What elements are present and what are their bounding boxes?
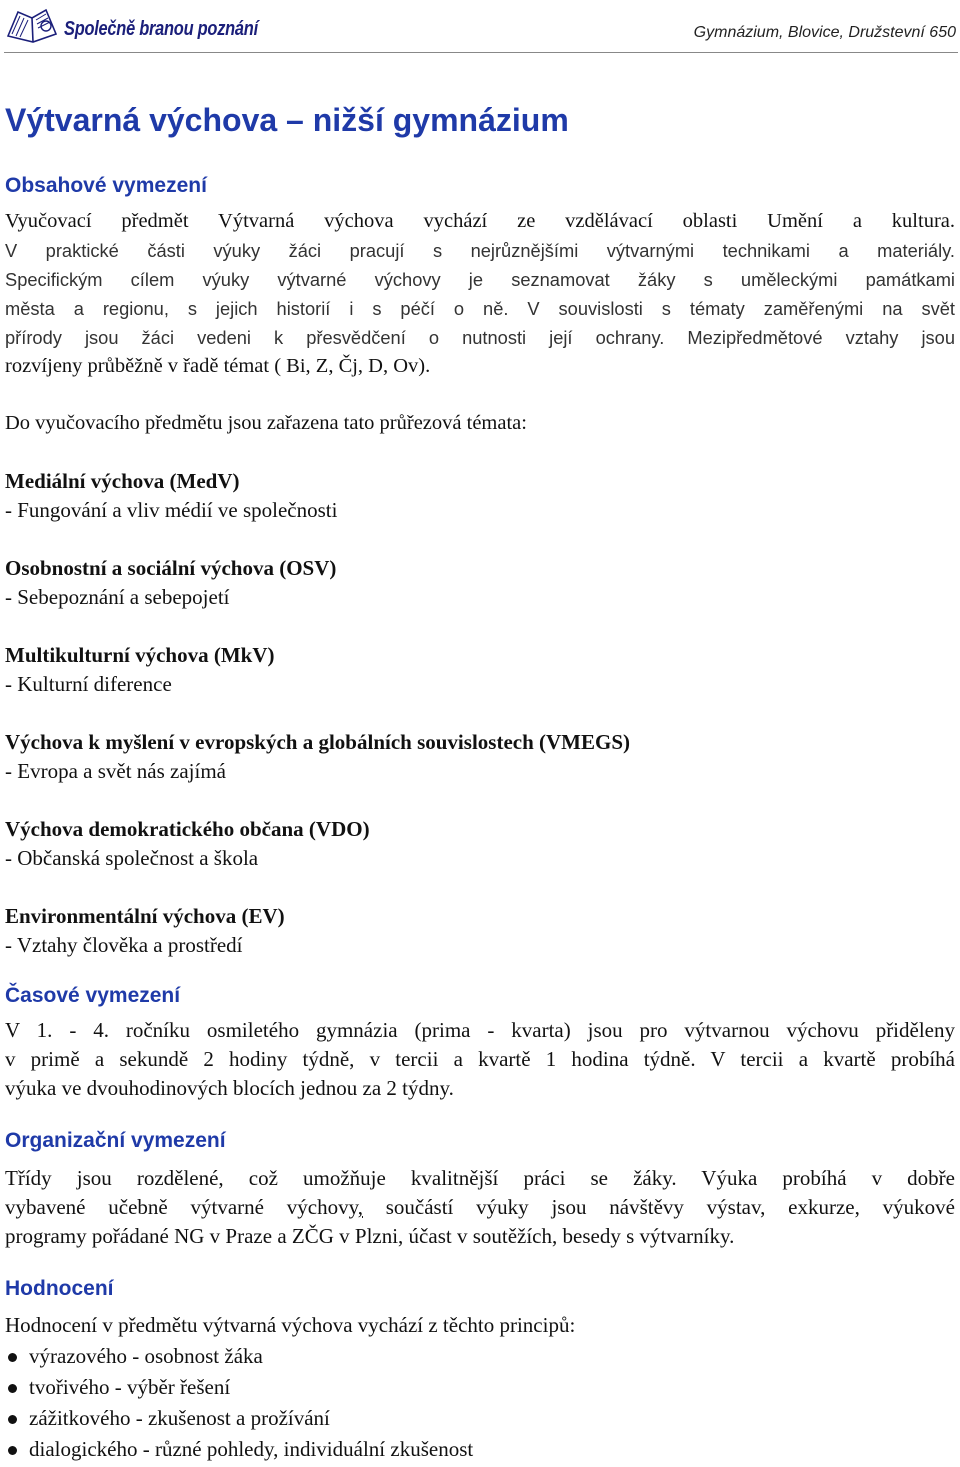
content-line: přírody jsou žáci vedeni k přesvědčení o nutnosti její ochrany. Mezipředmětové vztahy jsou xyxy=(5,327,955,348)
content-line: Specifickým cílem výuky výtvarné výchovy je seznamovat žáky s uměleckými památkami xyxy=(5,269,955,290)
time-line: V 1. - 4. ročníku osmiletého gymnázia (prima - kvarta) jsou pro výtvarnou výchovu přiděleny xyxy=(5,1018,955,1042)
content-line: rozvíjeny průběžně v řadě témat ( Bi, Z, Čj, D, Ov). xyxy=(5,355,431,377)
topic-name: Mediální výchova (MedV) xyxy=(5,469,240,493)
content-heading: Obsahové vymezení xyxy=(5,174,207,197)
document-body xyxy=(5,100,955,1465)
org-line xyxy=(5,1193,955,1222)
topic-name: Výchova demokratického občana (VDO) xyxy=(5,817,370,841)
time-heading: Časové vymezení xyxy=(5,984,181,1007)
org-line: programy pořádané NG v Praze a ZČG v Plzni, účast v soutěžích, besedy s výtvarníky. xyxy=(5,1224,735,1248)
list-item: výrazového - osobnost žáka xyxy=(5,1341,955,1372)
time-paragraph xyxy=(5,1016,955,1103)
page-title: Výtvarná výchova – nižší gymnázium xyxy=(5,102,569,138)
content-line: města a regionu, s jejich historií i s péčí o ně. V souvislosti s tématy zaměřenými na svět xyxy=(5,298,955,319)
cross-topics-intro: Do vyučovacího předmětu jsou zařazena tato průřezová témata: xyxy=(5,412,527,434)
cross-topic xyxy=(5,641,955,699)
org-paragraph xyxy=(5,1164,955,1251)
cross-topic xyxy=(5,554,955,612)
content-line: Vyučovací předmět Výtvarná výchova vychází ze vzdělávací oblasti Umění a kultura. xyxy=(5,210,955,232)
eval-heading: Hodnocení xyxy=(5,1277,114,1300)
open-book-logo-icon xyxy=(6,6,58,46)
cross-topic xyxy=(5,815,955,873)
eval-principles-list xyxy=(5,1341,955,1465)
list-item: dialogického - různé pohledy, individuální zkušenost xyxy=(5,1434,955,1465)
topic-item: - Sebepoznání a sebepojetí xyxy=(5,585,230,609)
org-text: vybavené učebně výtvarné výchovy xyxy=(5,1195,358,1219)
topic-name: Osobnostní a sociální výchova (OSV) xyxy=(5,556,337,580)
topic-name: Environmentální výchova (EV) xyxy=(5,904,285,928)
time-line: výuka ve dvouhodinových blocích jednou za 2 týdny. xyxy=(5,1076,454,1100)
list-item: tvořivého - výběr řešení xyxy=(5,1372,955,1403)
topic-item: - Vztahy člověka a prostředí xyxy=(5,933,243,957)
org-line: Třídy jsou rozdělené, což umožňuje kvalitnější práci se žáky. Výuka probíhá v dobře xyxy=(5,1166,955,1190)
cross-topic xyxy=(5,902,955,960)
cross-topic xyxy=(5,467,955,525)
content-paragraph xyxy=(5,207,955,381)
topic-name: Multikulturní výchova (MkV) xyxy=(5,643,275,667)
header-divider xyxy=(4,52,958,53)
list-item: zážitkového - zkušenost a prožívání xyxy=(5,1403,955,1434)
logo-text: Společně branou poznání xyxy=(64,18,258,40)
cross-topic xyxy=(5,728,955,786)
topic-item: - Občanská společnost a škola xyxy=(5,846,259,870)
org-text: součástí výuky jsou návštěvy výstav, exkurze, výukové xyxy=(362,1195,955,1219)
school-address: Gymnázium, Blovice, Družstevní 650 xyxy=(693,24,956,41)
content-line: V praktické části výuky žáci pracují s nejrůznějšími výtvarnými technikami a materiály. xyxy=(5,240,955,261)
topic-item: - Kulturní diference xyxy=(5,672,172,696)
page-header xyxy=(0,0,960,66)
time-line: v primě a sekundě 2 hodiny týdně, v tercii a kvartě 1 hodina týdně. V tercii a kvartě probíhá xyxy=(5,1047,955,1071)
eval-intro: Hodnocení v předmětu výtvarná výchova vychází z těchto principů: xyxy=(5,1313,576,1337)
topic-item: - Fungování a vliv médií ve společnosti xyxy=(5,498,338,522)
org-comma: , xyxy=(357,1195,363,1219)
topic-name: Výchova k myšlení v evropských a globálních souvislostech (VMEGS) xyxy=(5,730,631,754)
org-heading: Organizační vymezení xyxy=(5,1129,226,1152)
topic-item: - Evropa a svět nás zajímá xyxy=(5,759,226,783)
